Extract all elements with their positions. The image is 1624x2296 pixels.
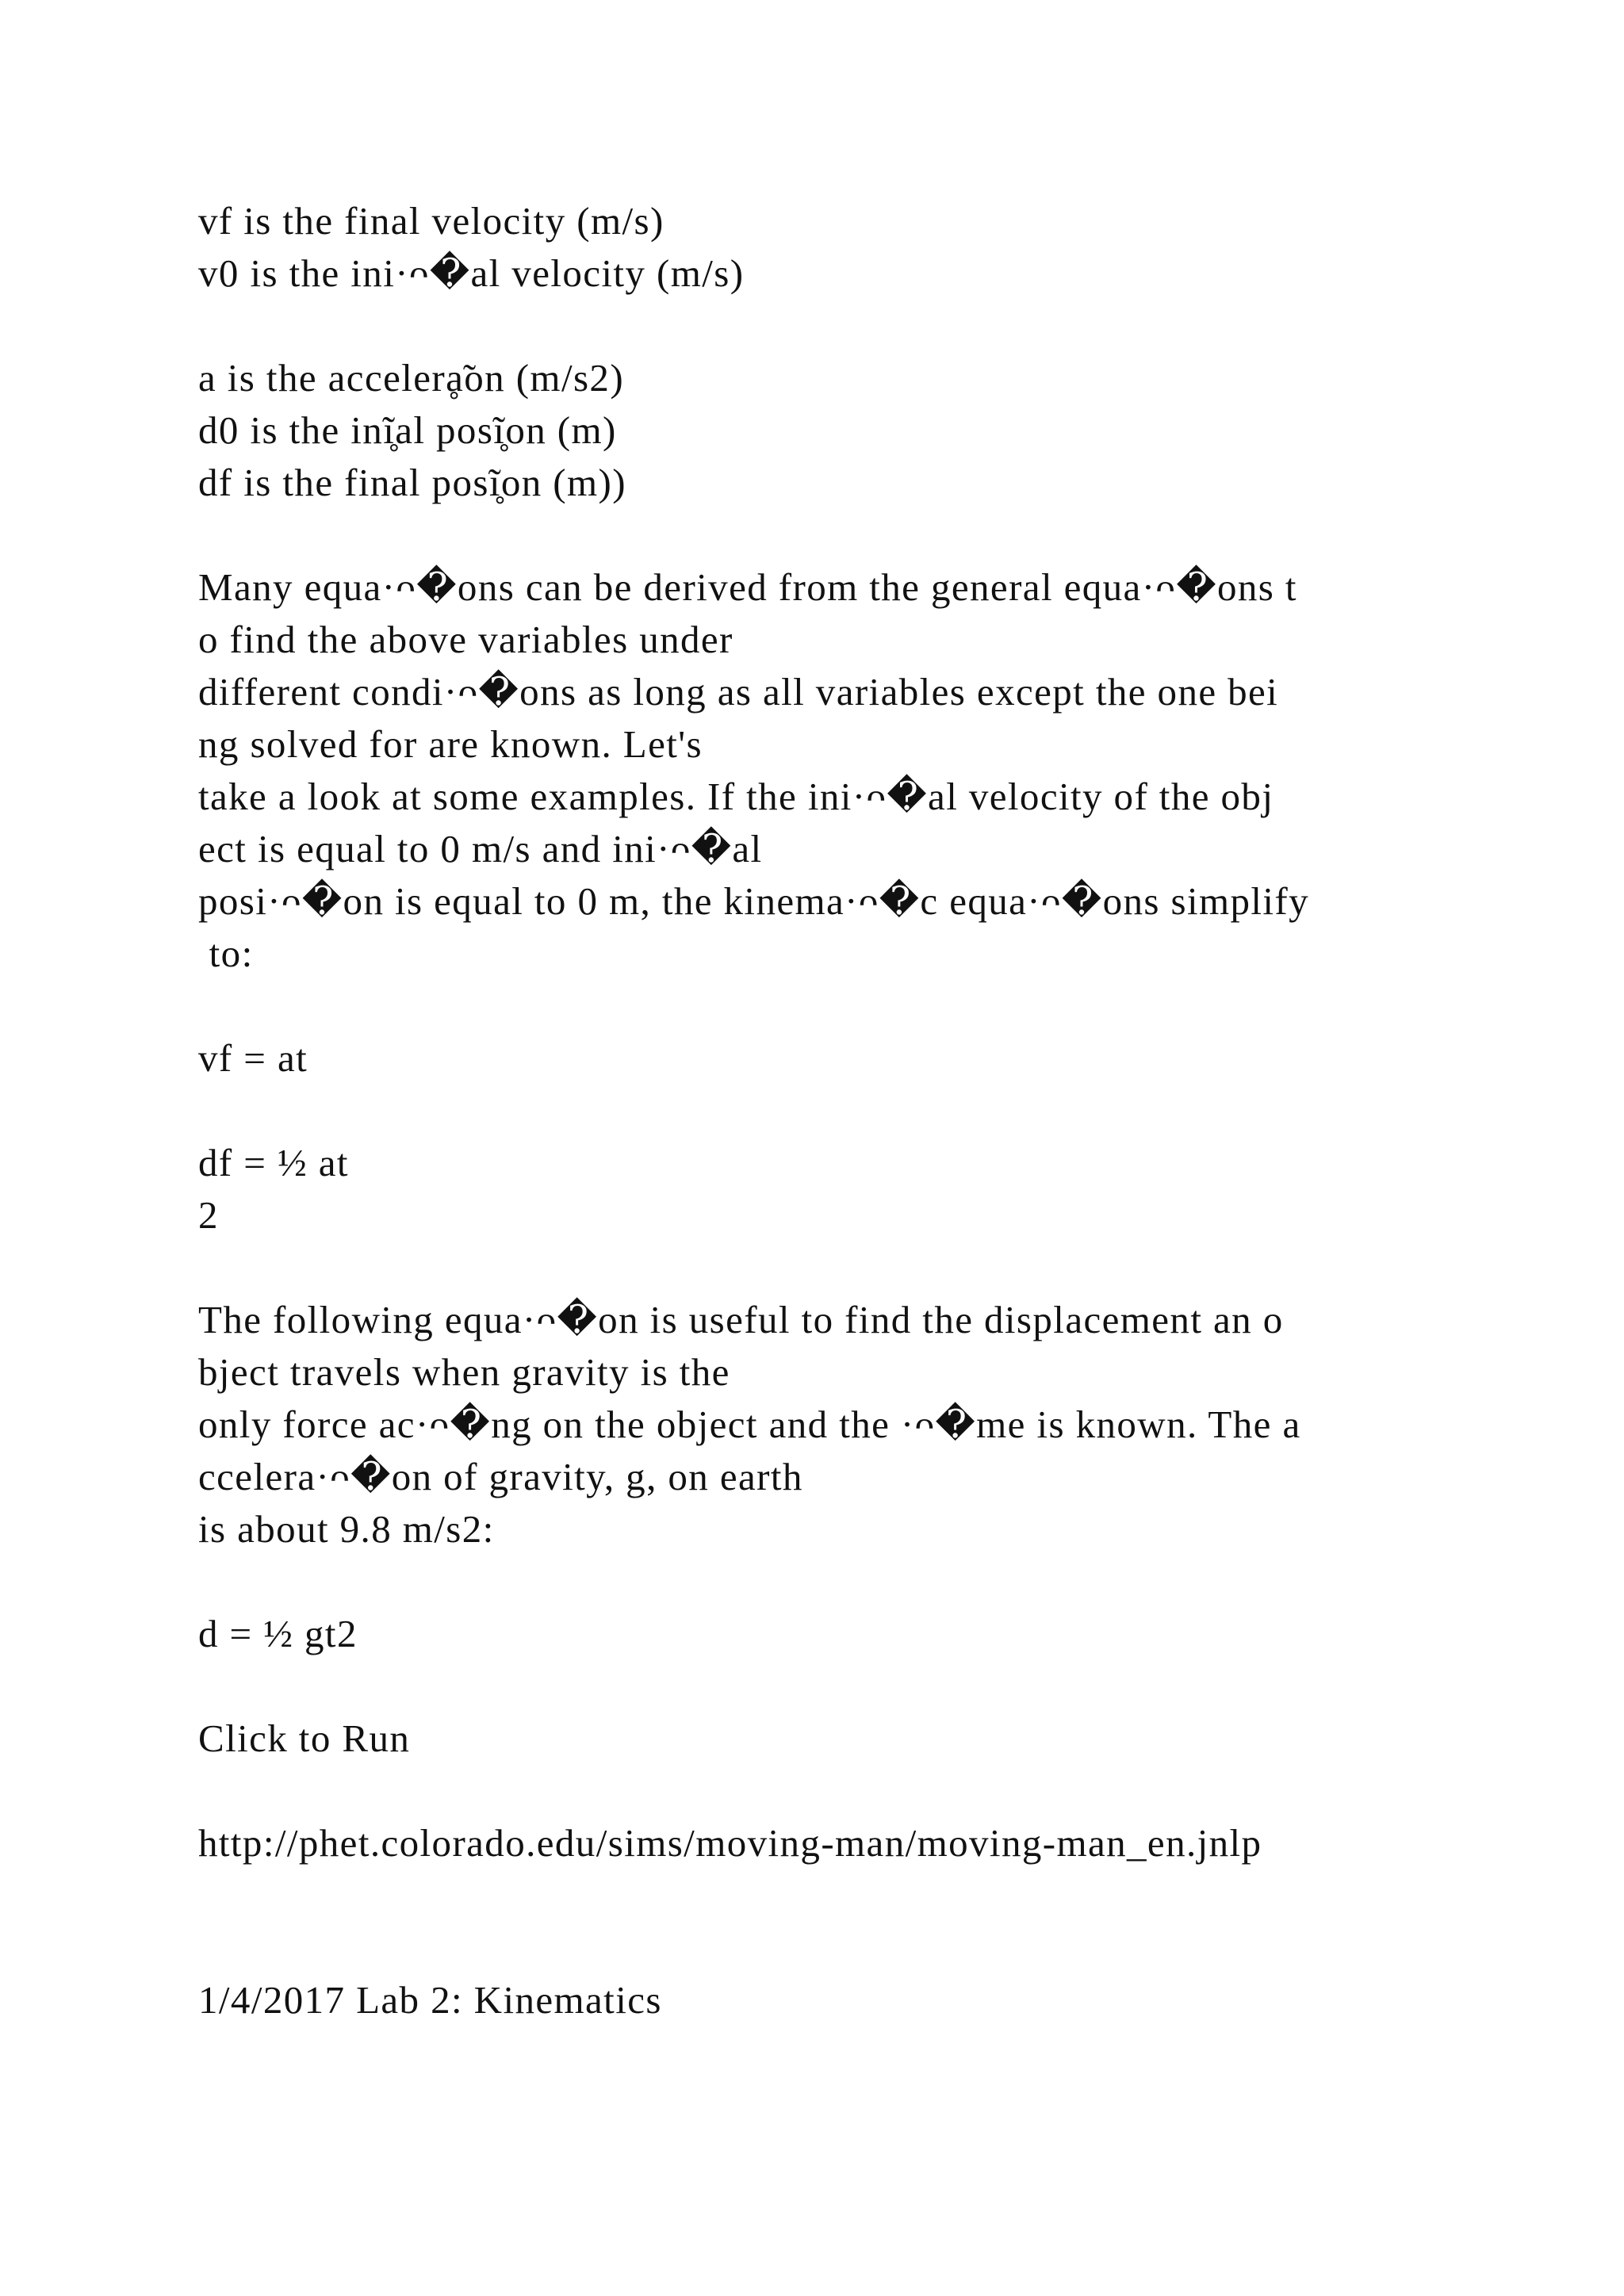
- text-line: df is the final posĩ̥on (m)): [198, 461, 626, 504]
- document-body: [198, 195, 1443, 2026]
- text-line: take a look at some examples. If the ini·ᴖ�al velocity of the obj: [198, 775, 1274, 818]
- text-line: posi·ᴖ�on is equal to 0 m, the kinema·ᴖ�c equa·ᴖ�ons simplify: [198, 879, 1310, 923]
- text-line: o find the above variables under: [198, 618, 733, 661]
- text-line: The following equa·ᴖ�on is useful to find the displacement an o: [198, 1298, 1284, 1341]
- text-line: Many equa·ᴖ�ons can be derived from the general equa·ᴖ�ons t: [198, 565, 1297, 609]
- blank-line: [198, 1660, 1443, 1712]
- click-to-run-text: Click to Run: [198, 1716, 411, 1760]
- simulation-url-link[interactable]: http://phet.colorado.edu/sims/moving-man/moving-man_en.jnlp: [198, 1821, 1262, 1865]
- blank-line: [198, 1242, 1443, 1294]
- text-line: ng solved for are known. Let's: [198, 722, 703, 766]
- blank-line: [198, 1085, 1443, 1137]
- equation-exponent-line: 2: [198, 1193, 219, 1237]
- blank-line: [198, 980, 1443, 1032]
- blank-line: [198, 1922, 1443, 1974]
- blank-line: [198, 1765, 1443, 1817]
- blank-line: [198, 509, 1443, 561]
- page-footer-title: 1/4/2017 Lab 2: Kinematics: [198, 1978, 662, 2022]
- blank-line: [198, 1556, 1443, 1608]
- text-line: to:: [198, 932, 254, 975]
- blank-line: [198, 1869, 1443, 1922]
- text-line: only force ac·ᴖ�ng on the object and the ·ᴖ�me is known. The a: [198, 1402, 1301, 1446]
- text-line: a is the accelerḁ̃on (m/s2): [198, 356, 625, 400]
- text-line: d0 is the inĩ̥al posĩ̥on (m): [198, 408, 617, 452]
- text-line: v0 is the ini·ᴖ�al velocity (m/s): [198, 251, 745, 295]
- text-line: different condi·ᴖ�ons as long as all variables except the one bei: [198, 670, 1279, 714]
- text-line: vf is the final velocity (m/s): [198, 199, 665, 243]
- text-line: is about 9.8 m/s2:: [198, 1507, 495, 1551]
- text-line: ect is equal to 0 m/s and ini·ᴖ�al: [198, 827, 763, 871]
- equation-line: d = ½ gt2: [198, 1612, 358, 1655]
- blank-line: [198, 300, 1443, 352]
- text-line: bject travels when gravity is the: [198, 1350, 730, 1394]
- equation-line: df = ½ at: [198, 1141, 349, 1184]
- equation-line: vf = at: [198, 1036, 308, 1080]
- text-line: ccelera·ᴖ�on of gravity, g, on earth: [198, 1455, 803, 1498]
